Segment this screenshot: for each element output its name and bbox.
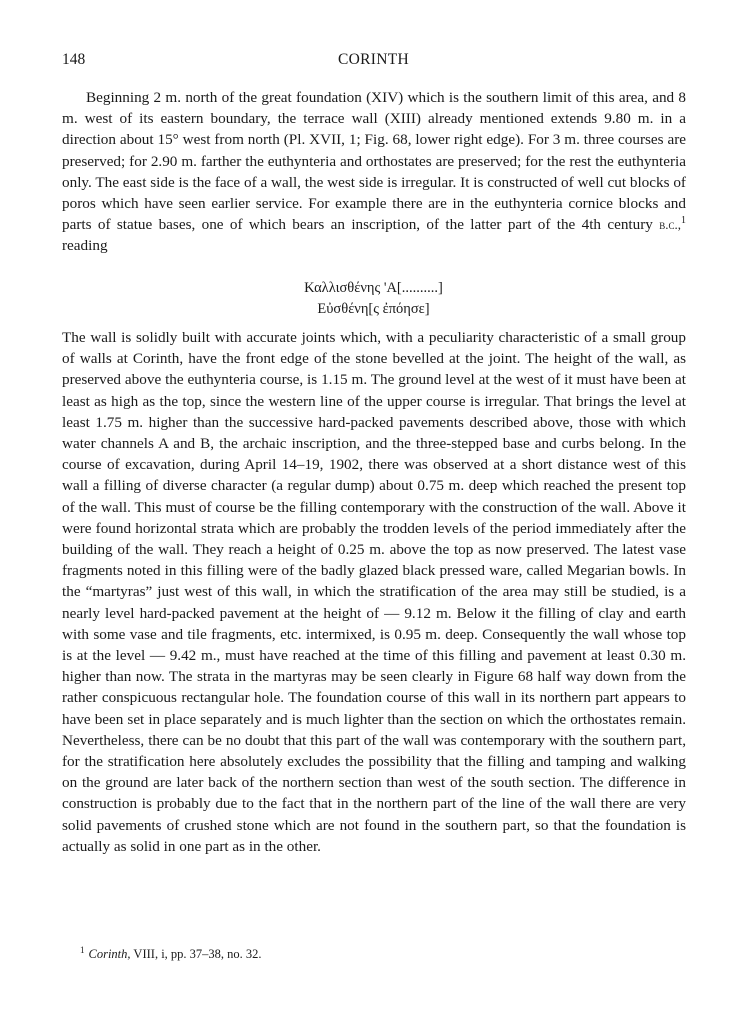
era-abbreviation: b.c.,: [659, 217, 682, 233]
footnote-mark: 1: [80, 944, 85, 955]
footnote-title: Corinth,: [88, 947, 131, 961]
inscription-line-1: Καλλισθένης 'Α[..........]: [304, 280, 443, 296]
page-number: 148: [62, 51, 86, 68]
paragraph-1-tail: reading: [62, 237, 108, 255]
greek-inscription: [0, 278, 747, 320]
running-head: CORINTH: [338, 51, 409, 68]
footnote: [80, 944, 262, 962]
paragraph-1-text: Beginning 2 m. north of the great foundation (XIV) which is the southern limit of this area, and 8 m. west of its eastern boundary, the terrace wall (XIII) already mentioned extends 9.80 m. in a direction about 15° west from north (Pl. XVII, 1; Fig. 68, lower right edge). For 3 m. three courses are preserved; for 2.90 m. farther the euthynteria and orthostates are preserved; for the rest the euthynteria only. The east side is the face of a wall, the west side is irregular. It is constructed of well cut blocks of poros which have seen earlier service. For example there are in the euthynteria cornice blocks and parts of statue bases, one of which bears an inscription, of the latter part of the 4th century: [62, 89, 686, 234]
footnote-reference: 1: [681, 215, 687, 227]
inscription-line-2: Εὐσθένη[ς ἐπόησε]: [317, 301, 430, 317]
footnote-text: VIII, i, pp. 37–38, no. 32.: [130, 947, 262, 961]
paragraph-2: The wall is solidly built with accurate joints which, with a peculiarity characteristic of a small group of walls at Corinth, have the front edge of the stone bevelled at the joint. The height of the wall, as preserved above the euthynteria course, is 1.15 m. The ground level at the west of it must have been at least as high as the top, since the western line of the upper course is irregular. That brings the level at least 1.75 m. higher than the successive hard-packed pavements described above, those with which water channels A and B, the archaic inscription, and the three-stepped base and curbs belong. In the course of excavation, during April 14–19, 1902, there was observed at a short distance west of this wall a filling of diverse character (a regular dump) about 0.75 m. deep which reached the present top of the wall. This must of course be the filling contemporary with the construction of the wall. Above it were found horizontal strata which are probably the trodden levels of the period immediately after the building of the wall. They reach a height of 0.25 m. above the top as now preserved. The latest vase fragments noted in this filling were of the badly glazed black pressed ware, called Megarian bowls. In the “martyras” just west of this wall, in which the stratification of the area may still be studied, is a nearly level hard-packed pavement at the height of — 9.12 m. Below it the filling of clay and earth with some vase and tile fragments, etc. intermixed, is 0.95 m. deep. Consequently the wall whose top is at the level — 9.42 m., must have reached at the time of this filling and pavement at least 0.30 m. higher than now. The strata in the martyras may be seen clearly in Figure 68 half way down from the rather conspicuous rectangular hole. The foundation course of this wall in its northern part appears to have been set in place separately and is much lighter than the section on which the orthostates remain. Nevertheless, there can be no doubt that this part of the wall was contemporary with the southern part, for the stratification here absolutely excludes the possibility that the filling and tamping and walking on the ground are later back of the northern section than west of the south section. The difference in construction is probably due to the fact that in the northern part of the line of the wall there are very solid pavements of crushed stone which are not found in the southern part, so that the foundation is actually as solid in one part as in the other.: [62, 329, 686, 855]
paragraph-1: [62, 87, 686, 257]
